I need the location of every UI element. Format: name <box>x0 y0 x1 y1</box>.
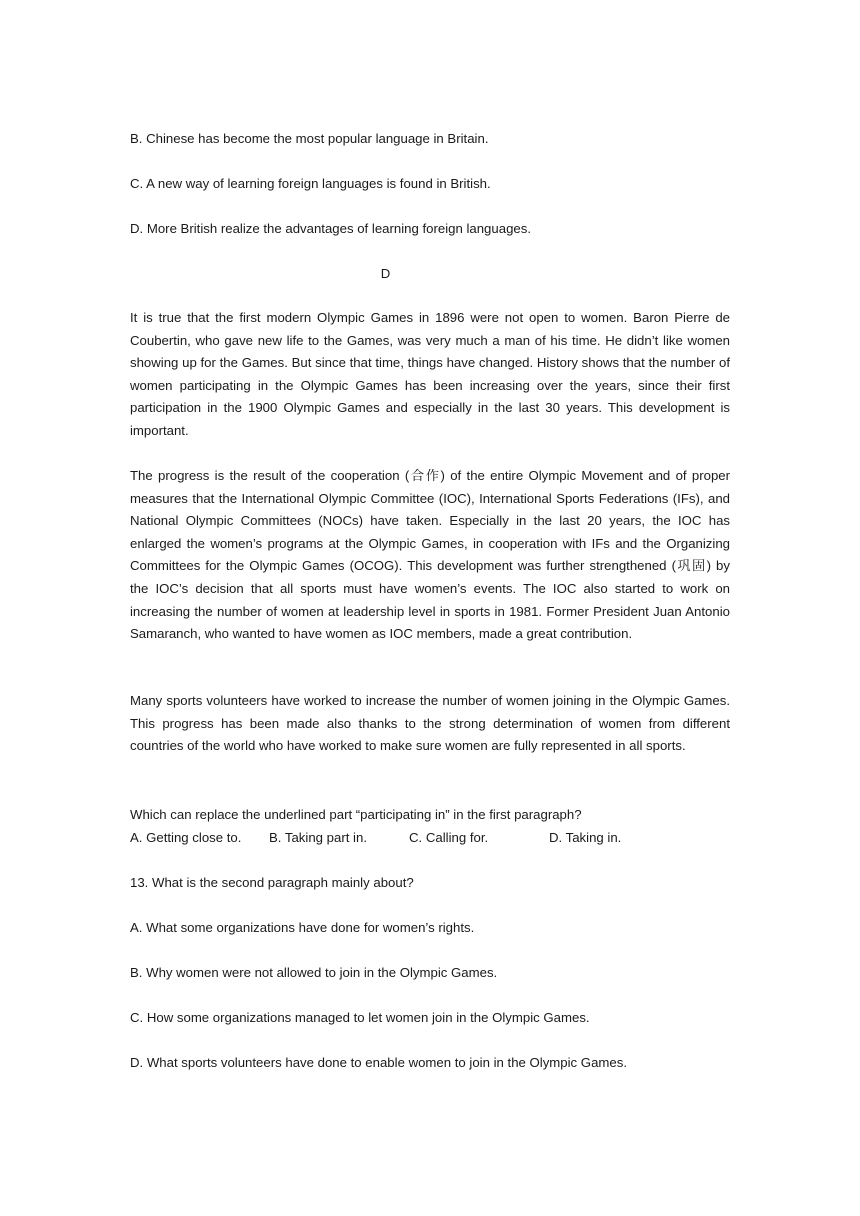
passage-paragraph-2: The progress is the result of the cooperation (合作) of the entire Olympic Movement and of proper measures that the International Olympic Committee (IOC), International Sports Federations (IFs), and National Olympic Committees (NOCs) have taken. Especially in the last 20 years, the IOC has enlarged the women’s programs at the Olympic Games, in cooperation with IFs and the Organizing Committees for the Olympic Games (OCOG). This development was further strengthened (巩固) by the IOC’s decision that all sports must have women’s events. The IOC also started to work on increasing the number of women at leadership level in sports in 1981. Former President Juan Antonio Samaranch, who wanted to have women as IOC members, made a great contribution. <box>130 468 730 642</box>
question-12-stem: Which can replace the underlined part “participating in” in the first paragraph? <box>130 807 582 822</box>
question-12-option-a: A. Getting close to. <box>130 830 242 845</box>
question-13-option-d: D. What sports volunteers have done to enable women to join in the Olympic Games. <box>130 1055 627 1070</box>
passage-paragraph-1: It is true that the first modern Olympic Games in 1896 were not open to women. Baron Pierre de Coubertin, who gave new life to the Games, was very much a man of his time. He didn’t like women showing up for the Games. But since that time, things have changed. History shows that the number of women participating in the Olympic Games has been increasing over the years, since their first participation in the 1900 Olympic Games and especially in the last 30 years. This development is important. <box>130 310 730 438</box>
question-13-option-b: B. Why women were not allowed to join in the Olympic Games. <box>130 965 498 980</box>
prev-option-c: C. A new way of learning foreign languages is found in British. <box>130 176 491 191</box>
question-12-option-d: D. Taking in. <box>549 830 622 845</box>
prev-option-d: D. More British realize the advantages of learning foreign languages. <box>130 221 531 236</box>
question-13-option-c: C. How some organizations managed to let women join in the Olympic Games. <box>130 1010 590 1025</box>
prev-option-b: B. Chinese has become the most popular language in Britain. <box>130 131 489 146</box>
question-13-stem: 13. What is the second paragraph mainly about? <box>130 875 414 890</box>
question-12-option-b: B. Taking part in. <box>269 830 367 845</box>
question-13-option-a: A. What some organizations have done for women’s rights. <box>130 920 475 935</box>
question-12-option-c: C. Calling for. <box>409 830 489 845</box>
passage-paragraph-3: Many sports volunteers have worked to increase the number of women joining in the Olympic Games. This progress has been made also thanks to the strong determination of women from different countries of the world who have worked to make sure women are fully represented in all sports. <box>130 693 730 754</box>
section-label: D <box>380 266 391 281</box>
